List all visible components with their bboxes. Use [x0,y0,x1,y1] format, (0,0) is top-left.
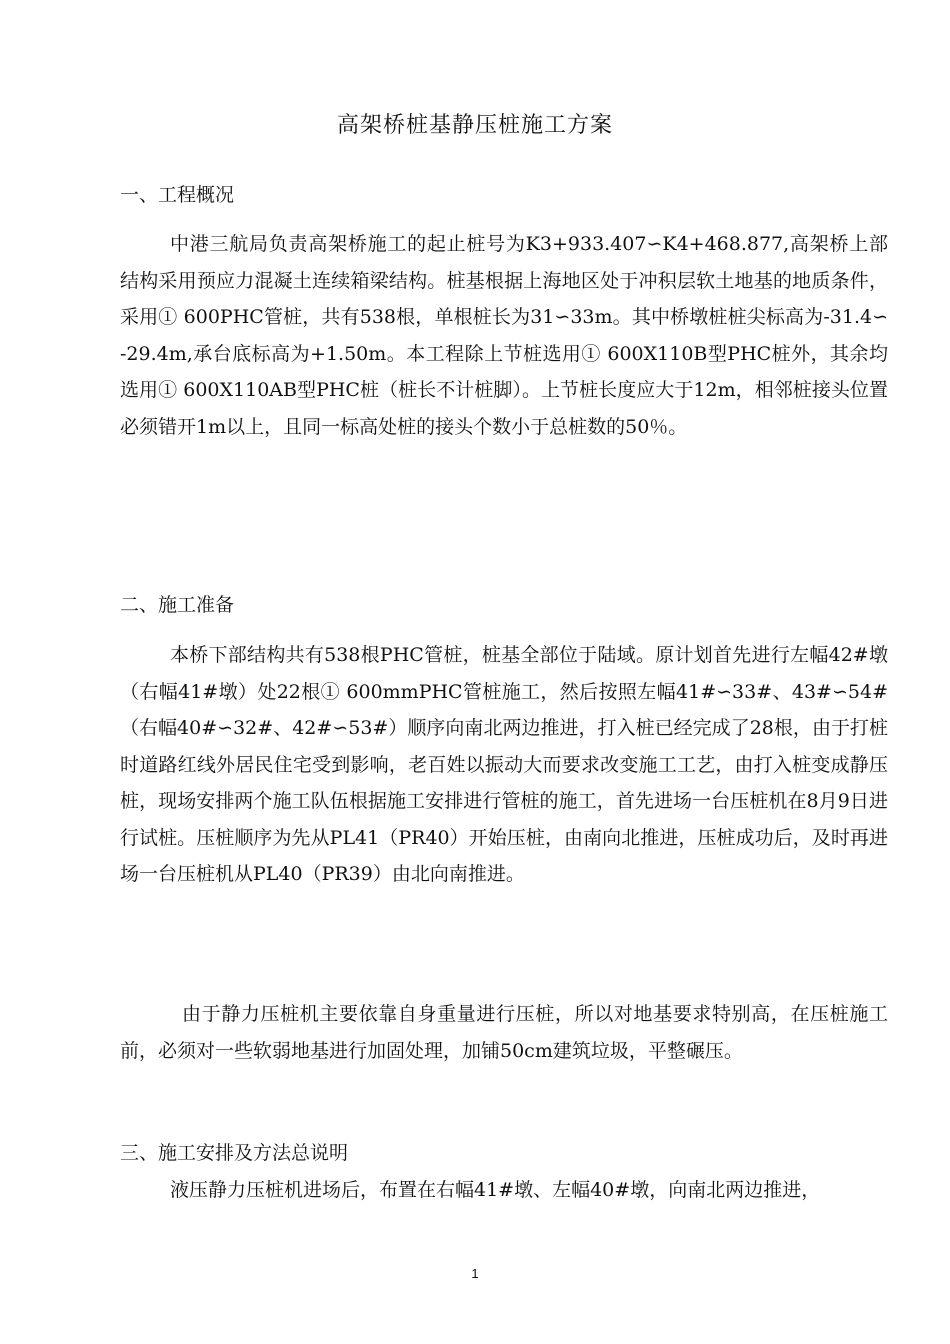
section-heading-preparation: 二、施工准备 [120,594,235,616]
paragraph-overview: 中港三航局负责高架桥施工的起止桩号为K3+933.407∽K4+468.877,高架桥上部结构采用预应力混凝土连续箱梁结构。桩基根据上海地区处于冲积层软土地基的地质条件，采用① 600PHC管桩，共有538根，单根桩长为31∽33m。其中桥墩桩桩尖标高为-31.4∽-29.4m,承台底标高为+1.50m。本工程除上节桩选用① 600X110B型PHC桩外，其余均选用① 600X110AB型PHC桩（桩长不计桩脚）。上节桩长度应大于12m，相邻桩接头位置必须错开1m以上，且同一标高处桩的接头个数小于总桩数的50％。 [120,233,888,438]
paragraph-arrangement: 液压静力压桩机进场后，布置在右幅41#墩、左幅40#墩，向南北两边推进， [170,1179,821,1201]
paragraph-preparation-2: 由于静力压桩机主要依靠自身重量进行压桩，所以对地基要求特别高，在压桩施工前，必须对一些软弱地基进行加固处理，加铺50cm建筑垃圾，平整碾压。 [120,1003,888,1062]
document-title: 高架桥桩基静压桩施工方案 [336,113,613,138]
paragraph-preparation-1: 本桥下部结构共有538根PHC管桩，桩基全部位于陆域。原计划首先进行左幅42#墩（右幅41#墩）处22根① 600mmPHC管桩施工，然后按照左幅41#∽33#、43#∽54#（右幅40#∽32#、42#∽53#）顺序向南北两边推进，打入桩已经完成了28根，由于打桩时道路红线外居民住宅受到影响，老百姓以振动大而要求改变施工工艺，由打入桩变成静压桩，现场安排两个施工队伍根据施工安排进行管桩的施工，首先进场一台压桩机在8月9日进行试桩。压桩顺序为先从PL41（PR40）开始压桩，由南向北推进，压桩成功后，及时再进场一台压桩机从PL40（PR39）由北向南推进。 [120,644,888,885]
section-heading-arrangement: 三、施工安排及方法总说明 [120,1142,349,1164]
section-heading-overview: 一、工程概况 [120,184,235,206]
page-number: 1 [471,1266,479,1281]
